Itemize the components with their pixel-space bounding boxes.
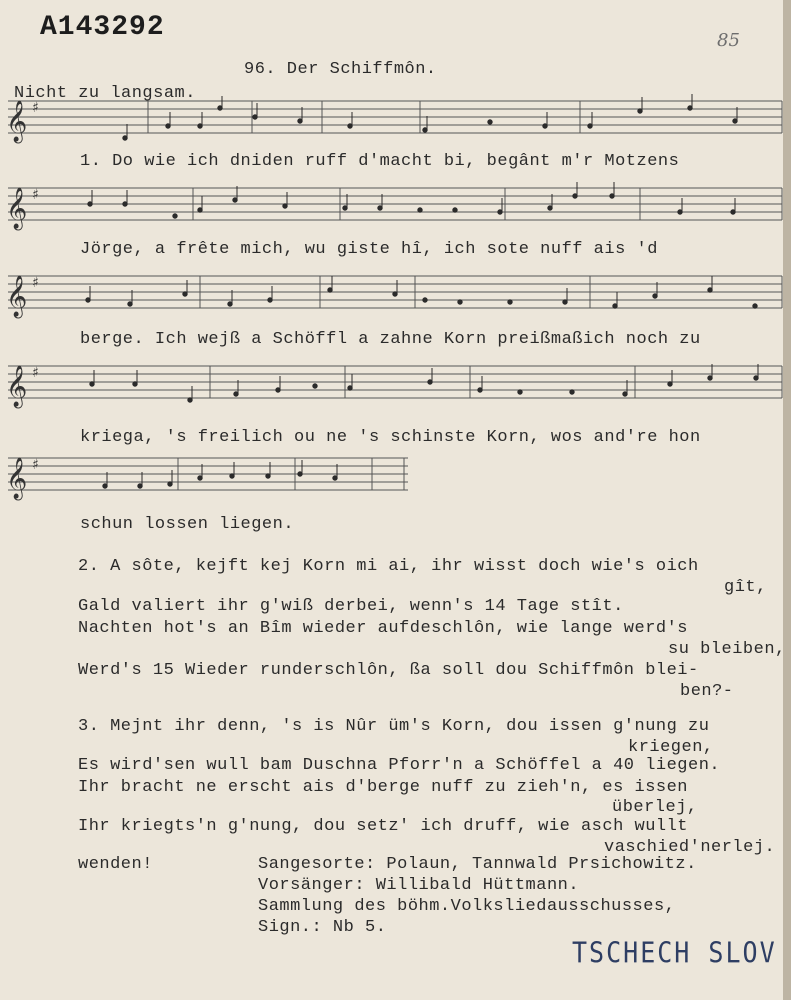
svg-text:♯: ♯ bbox=[32, 457, 39, 473]
source-singer: Vorsänger: Willibald Hüttmann. bbox=[258, 876, 580, 895]
svg-text:𝄞: 𝄞 bbox=[6, 101, 28, 142]
source-singing-places: Sangesorte: Polaun, Tannwald Prsichowitz. bbox=[258, 855, 697, 874]
svg-text:♯: ♯ bbox=[32, 365, 39, 381]
verse2-line-4-cont: ben?- bbox=[680, 682, 734, 701]
svg-text:𝄞: 𝄞 bbox=[6, 366, 28, 407]
svg-text:𝄞: 𝄞 bbox=[6, 276, 28, 317]
verse2-line-1: 2. A sôte, kejft kej Korn mi ai, ihr wisst doch wie's oich bbox=[78, 557, 699, 576]
verse3-line-2: Es wird'sen wull bam Duschna Pforr'n a Schöffel a 40 liegen. bbox=[78, 756, 721, 775]
verse2-line-3-cont: su bleiben, bbox=[668, 640, 786, 659]
archive-stamp: TSCHECH SLOV bbox=[572, 936, 777, 970]
lyric-line-5: schun lossen liegen. bbox=[80, 515, 295, 534]
lyric-line-3: berge. Ich wejß a Schöffl a zahne Korn preißmaßich noch zu bbox=[80, 330, 701, 349]
verse3-line-1-cont: kriegen, bbox=[628, 738, 714, 757]
catalog-number: A143292 bbox=[40, 12, 165, 43]
svg-text:♯: ♯ bbox=[32, 275, 39, 291]
lyric-line-2: Jörge, a frête mich, wu giste hî, ich sote nuff ais 'd bbox=[80, 240, 658, 259]
tempo-marking: Nicht zu langsam. bbox=[14, 84, 196, 103]
verse3-line-4: Ihr kriegts'n g'nung, dou setz' ich druff, wie asch wullt bbox=[78, 817, 688, 836]
verse2-line-4: Werd's 15 Wieder runderschlôn, ßa soll dou Schiffmôn blei- bbox=[78, 661, 699, 680]
lyric-line-4: kriega, 's freilich ou ne 's schinste Korn, wos and're hon bbox=[80, 428, 701, 447]
verse2-line-1-cont: gît, bbox=[724, 578, 767, 597]
source-collection: Sammlung des böhm.Volksliedausschusses, bbox=[258, 897, 676, 916]
svg-text:♯: ♯ bbox=[32, 100, 39, 116]
page-number: 85 bbox=[717, 30, 740, 51]
svg-text:𝄞: 𝄞 bbox=[6, 188, 28, 229]
verse2-line-2: Gald valiert ihr g'wiß derbei, wenn's 14 Tage stît. bbox=[78, 597, 624, 616]
verse3-line-1: 3. Mejnt ihr denn, 's is Nûr üm's Korn, dou issen g'nung zu bbox=[78, 717, 710, 736]
verse2-line-3: Nachten hot's an Bîm wieder aufdeschlôn, wie lange werd's bbox=[78, 619, 688, 638]
verse3-line-3: Ihr bracht ne erscht ais d'berge nuff zu zieh'n, es issen bbox=[78, 778, 688, 797]
closing-word: wenden! bbox=[78, 855, 153, 874]
song-title: 96. Der Schiffmôn. bbox=[244, 60, 437, 79]
svg-text:𝄞: 𝄞 bbox=[6, 458, 28, 499]
svg-text:♯: ♯ bbox=[32, 187, 39, 203]
verse3-line-4-cont: vaschied'nerlej. bbox=[604, 838, 776, 857]
source-signature: Sign.: Nb 5. bbox=[258, 918, 387, 937]
lyric-line-1: 1. Do wie ich dniden ruff d'macht bi, begânt m'r Motzens bbox=[80, 152, 680, 171]
verse3-line-3-cont: überlej, bbox=[612, 798, 698, 817]
